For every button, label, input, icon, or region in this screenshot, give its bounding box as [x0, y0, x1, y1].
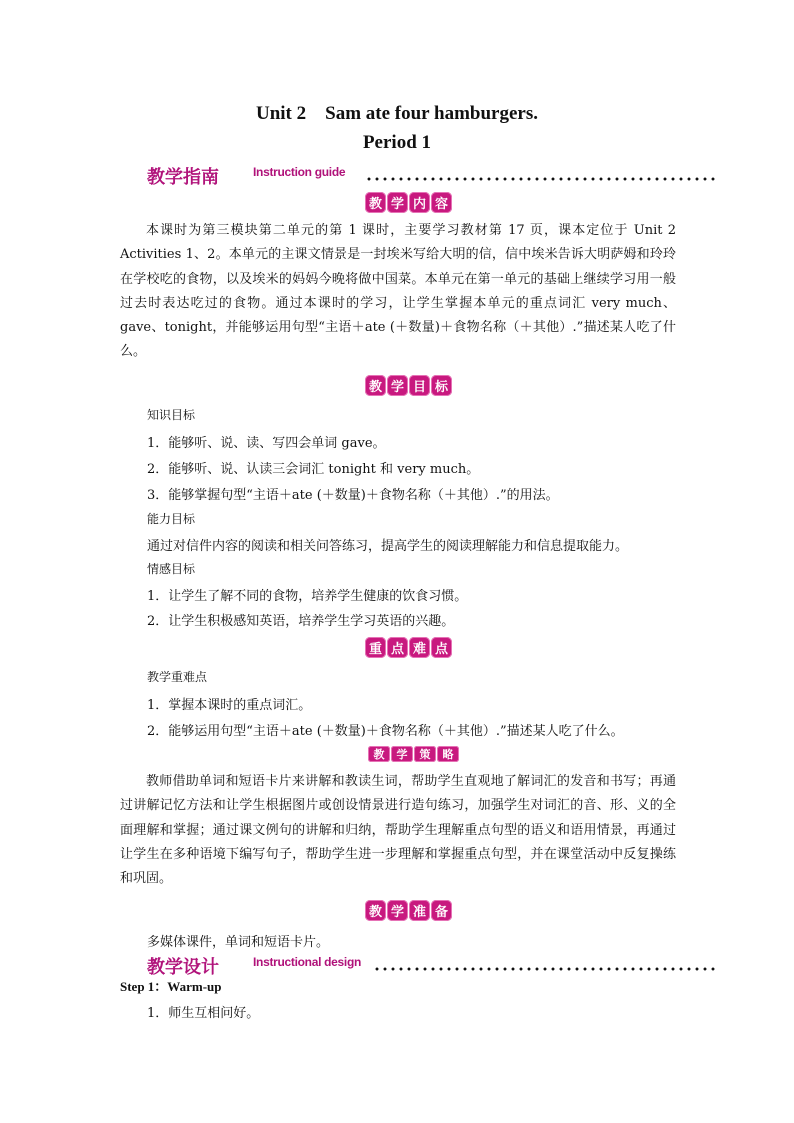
badge-char: 重	[365, 637, 386, 658]
section-title-zh: 教学指南	[147, 167, 219, 188]
period-title: Period 1	[362, 132, 432, 153]
badge-char: 内	[409, 192, 430, 213]
badge-teaching-prep	[365, 900, 452, 921]
section-title-en: Instruction guide	[253, 165, 346, 179]
strategy-paragraph: 教师借助单词和短语卡片来讲解和教读生词，帮助学生直观地了解词汇的发音和书写；再通过讲解记忆方法和让学生根据图片或创设情景进行造句练习，加强学生对词汇的音、形、义的全面理解和掌握；通过课文例句的讲解和归纳，帮助学生理解重点句型的语义和语用情景，再通过让学生在多种语境下编写句子，帮助学生进一步理解和掌握重点句型，并在课堂活动中反复操练和巩固。	[120, 774, 676, 887]
content-paragraph: 本课时为第三模块第二单元的第 1 课时，主要学习教材第 17 页，课本定位于 Unit 2 Activities 1、2。本单元的主课文情景是一封埃米写给大明的信，信中埃米告诉大明萨姆和玲玲在学校吃的食物，以及埃米的妈妈今晚将做中国菜。本单元在第一单元的基础上继续学习用一般过去时表达吃过的食物。通过本课时的学习，让学生掌握本单元的重点词汇 very much、gave、tonight，并能够运用句型“主语＋ate (＋数量)＋食物名称（＋其他）.”描述某人吃了什么。	[120, 223, 676, 360]
badge-char: 容	[431, 192, 452, 213]
emotion-goal-label: 情感目标	[147, 562, 196, 576]
badge-char: 教	[365, 375, 386, 396]
emotion-goal-item: 1．让学生了解不同的食物，培养学生健康的饮食习惯。	[147, 589, 468, 604]
ability-goal-text: 通过对信件内容的阅读和相关问答练习，提高学生的阅读理解能力和信息提取能力。	[147, 539, 629, 554]
badge-char: 难	[409, 637, 430, 658]
knowledge-goal-label: 知识目标	[147, 408, 196, 422]
badge-char: 教	[365, 900, 386, 921]
section-title-en: Instructional design	[253, 955, 362, 969]
badge-char: 准	[409, 900, 430, 921]
emotion-goal-item: 2．让学生积极感知英语，培养学生学习英语的兴趣。	[147, 614, 455, 629]
section-header-guide	[147, 163, 717, 189]
badge-char: 教	[368, 746, 390, 762]
dotted-rule	[373, 967, 717, 971]
step-1-title: Step 1：Warm-up	[120, 979, 222, 994]
badge-char: 学	[387, 900, 408, 921]
badge-char: 学	[391, 746, 413, 762]
badge-char: 目	[409, 375, 430, 396]
badge-key-points	[365, 637, 452, 658]
unit-title: Unit 2 Sam ate four hamburgers.	[255, 103, 538, 124]
prep-text: 多媒体课件，单词和短语卡片。	[147, 935, 330, 950]
badge-char: 略	[437, 746, 459, 762]
section-header-design	[147, 953, 717, 979]
key-points-label: 教学重难点	[147, 670, 208, 684]
badge-teaching-content	[365, 192, 452, 213]
badge-char: 标	[431, 375, 452, 396]
section-title-zh: 教学设计	[147, 957, 219, 978]
key-point-item: 2．能够运用句型“主语＋ate (＋数量)＋食物名称（＋其他）.”描述某人吃了什么。	[147, 724, 624, 739]
badge-char: 教	[365, 192, 386, 213]
dotted-rule	[365, 177, 717, 181]
knowledge-goal-item: 3．能够掌握句型“主语＋ate (＋数量)＋食物名称（＋其他）.”的用法。	[147, 488, 559, 503]
badge-char: 策	[414, 746, 436, 762]
badge-char: 点	[387, 637, 408, 658]
badge-char: 点	[431, 637, 452, 658]
badge-teaching-strategy	[368, 746, 459, 762]
badge-char: 学	[387, 375, 408, 396]
badge-char: 学	[387, 192, 408, 213]
ability-goal-label: 能力目标	[147, 512, 196, 526]
key-point-item: 1．掌握本课时的重点词汇。	[147, 698, 312, 713]
step-1-item: 1．师生互相问好。	[147, 1006, 260, 1021]
badge-teaching-goals	[365, 375, 452, 396]
knowledge-goal-item: 1．能够听、说、读、写四会单词 gave。	[147, 436, 386, 451]
knowledge-goal-item: 2．能够听、说、认读三会词汇 tonight 和 very much。	[147, 462, 480, 477]
badge-char: 备	[431, 900, 452, 921]
